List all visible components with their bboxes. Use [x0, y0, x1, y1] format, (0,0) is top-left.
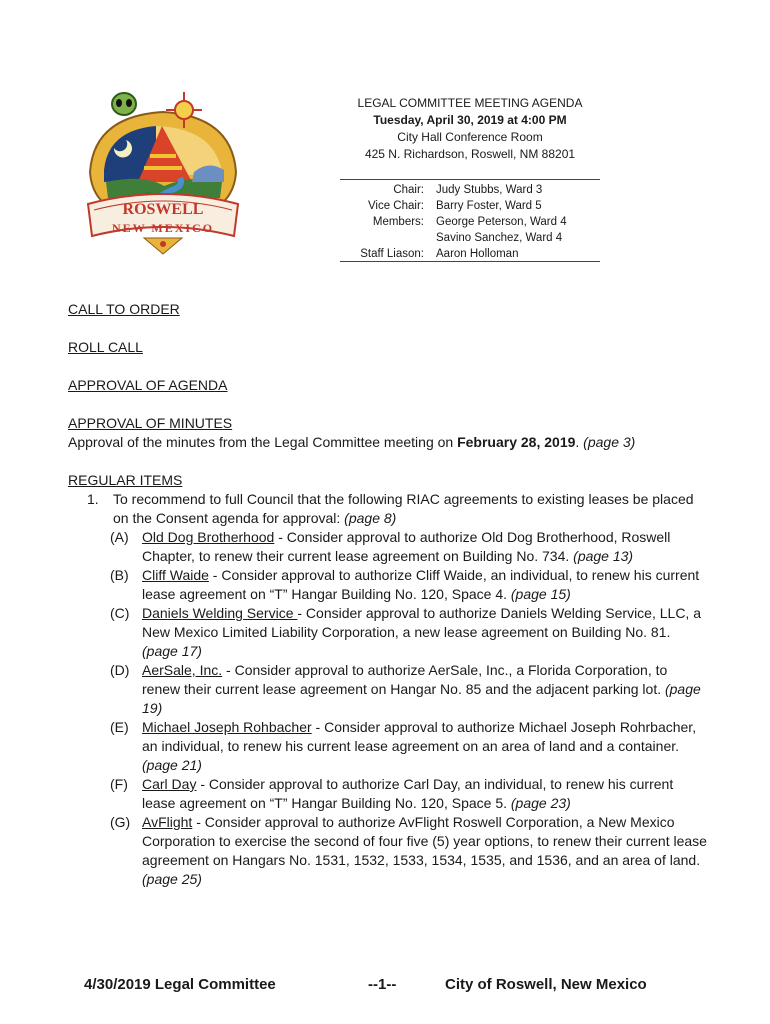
sub-description: - Consider approval to authorize Michael Joseph Rohrbacher, an individual, to renew his current lease agreement on an area of land and a container.	[142, 719, 697, 754]
section-approval-agenda: APPROVAL OF AGENDA	[68, 377, 228, 393]
sub-letter: (E)	[110, 719, 129, 735]
sub-description: - Consider approval to authorize AvFlight Roswell Corporation, a New Mexico Corporation to exercise the second of four five (5) year options, to renew their current lease agreement on Hangars No. 1531, 1532, 1533, 1534, 1535, and 1536, and an area of land.	[142, 814, 707, 868]
item-description: To recommend to full Council that the following RIAC agreements to existing leases be placed on the Consent agenda for approval:	[113, 491, 694, 526]
minutes-page-ref: (page 3)	[583, 434, 636, 450]
header-title: LEGAL COMMITTEE MEETING AGENDA	[357, 96, 583, 110]
sub-name: Daniels Welding Service	[142, 605, 298, 621]
sub-text	[142, 775, 708, 813]
header-location: City Hall Conference Room	[397, 130, 543, 144]
seal-text-bottom: NEW MEXICO	[111, 221, 215, 235]
item-number: 1.	[87, 491, 99, 507]
divider-top	[340, 179, 600, 180]
meeting-header	[340, 95, 600, 163]
footer-date-committee: 4/30/2019 Legal Committee	[84, 976, 276, 993]
sub-text	[142, 604, 708, 661]
sub-page-ref: (page 13)	[573, 548, 634, 564]
sub-item-g	[110, 813, 708, 889]
sub-description: - Consider approval to authorize Carl Day, an individual, to renew his current lease agreement on “T” Hangar Building No. 120, Space 5.	[142, 776, 674, 811]
footer-page-number: --1--	[368, 976, 397, 993]
roster-row	[340, 198, 600, 214]
sub-page-ref: (page 15)	[510, 586, 571, 602]
sub-page-ref: (page 23)	[510, 795, 571, 811]
sub-page-ref: (page 17)	[142, 643, 202, 659]
committee-roster	[340, 182, 600, 262]
section-approval-minutes	[68, 414, 708, 452]
agenda-item-1	[87, 490, 708, 528]
sub-name: AvFlight	[142, 814, 193, 830]
section-regular-items	[68, 471, 708, 889]
sub-description: - Consider approval to authorize Cliff Waide, an individual, to renew his current lease agreement on “T” Hangar Building No. 120, Space 4.	[142, 567, 700, 602]
sub-text	[142, 566, 708, 604]
agenda-body	[68, 300, 708, 889]
city-seal-logo	[84, 86, 242, 256]
roster-row	[340, 230, 600, 246]
footer-organization: City of Roswell, New Mexico	[445, 976, 647, 993]
sub-item-e	[110, 718, 708, 775]
sub-item-f	[110, 775, 708, 813]
item-text	[113, 490, 708, 528]
approval-minutes-heading: APPROVAL OF MINUTES	[68, 415, 233, 431]
sub-name: AerSale, Inc.	[142, 662, 223, 678]
sub-page-ref: (page 19)	[142, 681, 701, 716]
sub-page-ref: (page 25)	[142, 871, 202, 887]
section-call-to-order: CALL TO ORDER	[68, 301, 180, 317]
sub-text	[142, 661, 708, 718]
sub-name: Michael Joseph Rohbacher	[142, 719, 312, 735]
roster-value: Judy Stubbs, Ward 3	[436, 184, 543, 196]
approval-minutes-text	[68, 433, 708, 452]
roster-label: Staff Liason:	[360, 248, 424, 260]
sub-item-d	[110, 661, 708, 718]
sub-name: Old Dog Brotherhood	[142, 529, 275, 545]
seal-text-top: ROSWELL	[122, 201, 204, 218]
roster-value: Savino Sanchez, Ward 4	[436, 232, 563, 244]
sub-description: - Consider approval to authorize Daniels Welding Service, LLC, a New Mexico Limited Liability Corporation, a new lease agreement on Building No. 81.	[142, 605, 701, 640]
minutes-text: Approval of the minutes from the Legal Committee meeting on	[68, 434, 458, 450]
sub-letter: (D)	[110, 662, 130, 678]
sub-description: - Consider approval to authorize Old Dog Brotherhood, Roswell Chapter, to renew their current lease agreement on Building No. 734.	[142, 529, 671, 564]
header-address: 425 N. Richardson, Roswell, NM 88201	[364, 147, 576, 161]
header-datetime: Tuesday, April 30, 2019 at 4:00 PM	[373, 113, 567, 127]
roster-value: George Peterson, Ward 4	[436, 216, 567, 228]
sub-text	[142, 718, 708, 775]
divider-bottom	[340, 261, 600, 262]
sub-name: Cliff Waide	[142, 567, 209, 583]
roster-value: Aaron Holloman	[436, 248, 519, 260]
sub-text	[142, 813, 708, 889]
roster-row	[340, 214, 600, 230]
sub-item-b	[110, 566, 708, 604]
roster-label: Members:	[372, 216, 424, 228]
sub-letter: (B)	[110, 567, 129, 583]
section-roll-call: ROLL CALL	[68, 339, 143, 355]
sub-text	[142, 528, 708, 566]
sub-item-c	[110, 604, 708, 661]
roster-row	[340, 182, 600, 198]
sub-letter: (A)	[110, 529, 129, 545]
sub-letter: (G)	[110, 814, 131, 830]
sub-page-ref: (page 21)	[142, 757, 202, 773]
sub-item-a	[110, 528, 708, 566]
roster-value: Barry Foster, Ward 5	[436, 200, 542, 212]
sub-name: Carl Day	[142, 776, 197, 792]
sub-items	[68, 528, 708, 889]
minutes-sep: .	[575, 434, 584, 450]
sub-letter: (F)	[110, 776, 128, 792]
item-page-ref: (page 8)	[344, 510, 397, 526]
minutes-date: February 28, 2019	[457, 434, 576, 450]
roster-row	[340, 246, 600, 262]
roster-label: Vice Chair:	[367, 200, 424, 212]
roster-label: Chair:	[393, 184, 424, 196]
sub-letter: (C)	[110, 605, 130, 621]
roster-label	[340, 230, 436, 246]
sub-description: - Consider approval to authorize AerSale, Inc., a Florida Corporation, to renew their current lease agreement on Hangar No. 85 and the adjacent parking lot.	[142, 662, 668, 697]
regular-items-heading: REGULAR ITEMS	[68, 472, 183, 488]
